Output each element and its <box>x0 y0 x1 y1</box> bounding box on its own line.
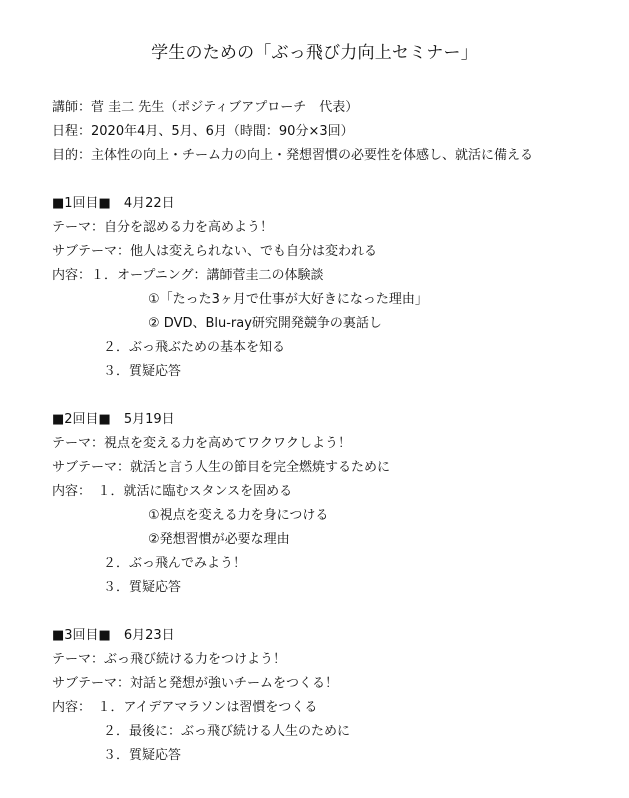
session-3-theme: テーマ：ぶっ飛び続ける力をつけよう！ <box>52 652 287 667</box>
session-3-content-1: 内容： １．アイデアマラソンは習慣をつくる <box>52 700 318 715</box>
session-3-content-2: ２．最後に：ぶっ飛び続ける人生のために <box>103 724 351 739</box>
session-2-content-1: 内容： １．就活に臨むスタンスを固める <box>52 484 293 499</box>
purpose-line: 目的：主体性の向上・チーム力の向上・発想習慣の必要性を体感し、就活に備える <box>52 148 534 163</box>
session-2-sub-2: ②発想習慣が必要な理由 <box>148 532 290 547</box>
session-2-content-3: ３．質疑応答 <box>103 580 182 595</box>
session-3-subtheme: サブテーマ：対話と発想が強いチームをつくる！ <box>52 676 339 691</box>
session-2-header: ■2回目■ 5月19日 <box>52 412 175 427</box>
page-title: 学生のための「ぶっ飛び力向上セミナー」 <box>151 43 478 63</box>
session-1-header: ■1回目■ 4月22日 <box>52 196 175 211</box>
schedule-line: 日程：2020年4月、5月、6月（時間：90分×3回） <box>52 124 354 139</box>
session-3-content-3: ３．質疑応答 <box>103 748 182 763</box>
session-1-sub-1: ①「たった3ヶ月で仕事が大好きになった理由」 <box>148 292 428 307</box>
session-1-subtheme: サブテーマ：他人は変えられない、でも自分は変われる <box>52 244 378 259</box>
session-2-theme: テーマ：視点を変える力を高めてワクワクしよう！ <box>52 436 352 451</box>
session-1-content-2: ２．ぶっ飛ぶための基本を知る <box>103 340 286 355</box>
session-1-theme: テーマ：自分を認める力を高めよう！ <box>52 220 274 235</box>
session-1-content-1: 内容：１．オープニング：講師菅圭二の体験談 <box>52 268 324 283</box>
session-1-sub-2: ② DVD、Blu-ray研究開発競争の裏話し <box>148 316 382 331</box>
session-3-header: ■3回目■ 6月23日 <box>52 628 175 643</box>
session-1-content-3: ３．質疑応答 <box>103 364 182 379</box>
session-2-sub-1: ①視点を変える力を身につける <box>148 508 329 523</box>
lecturer-line: 講師：菅 圭二 先生（ポジティブアプローチ 代表） <box>52 100 359 115</box>
session-2-content-2: ２．ぶっ飛んでみよう！ <box>103 556 247 571</box>
session-2-subtheme: サブテーマ：就活と言う人生の節目を完全燃焼するために <box>52 460 391 475</box>
